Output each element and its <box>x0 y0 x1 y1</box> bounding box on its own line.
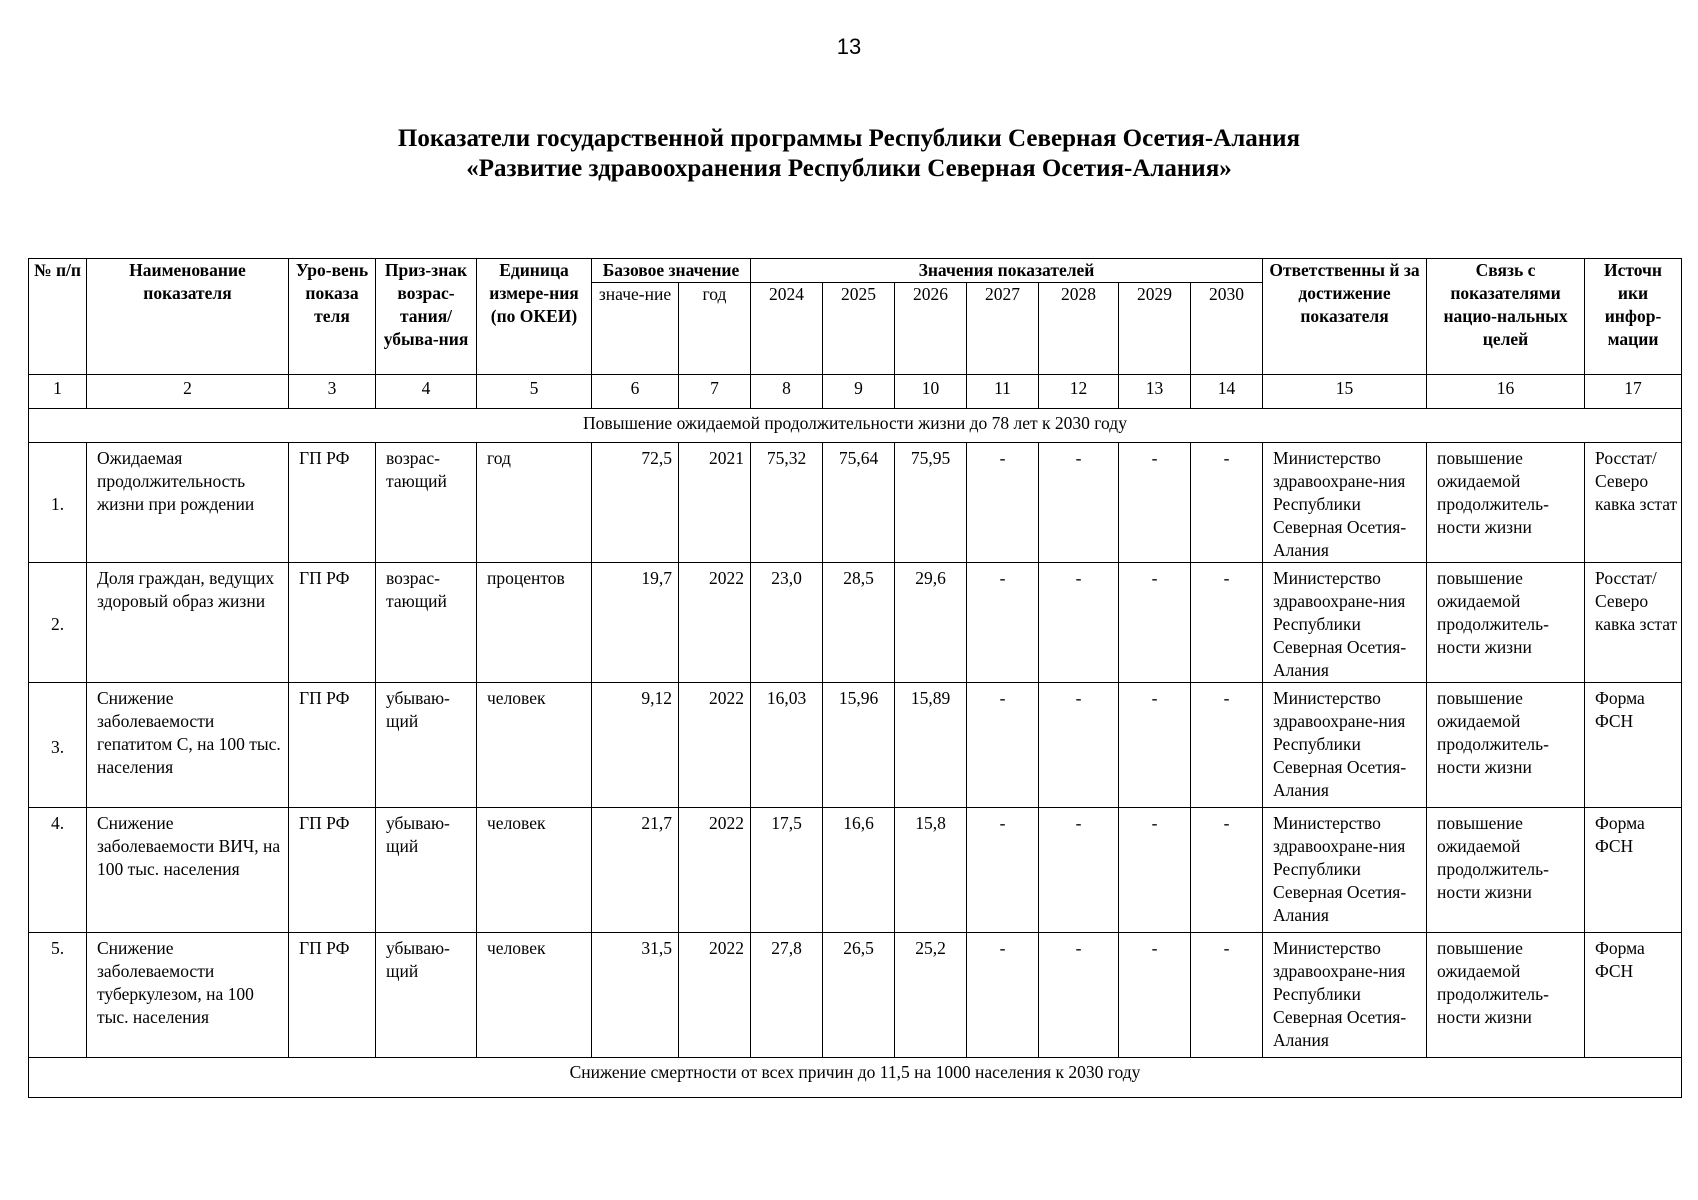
value-2024: 17,5 <box>751 808 823 933</box>
value-2026: 29,6 <box>895 563 967 683</box>
base-value: 21,7 <box>592 808 679 933</box>
header-year: 2026 <box>895 283 967 375</box>
indicator-unit: год <box>477 443 592 563</box>
header-year: 2030 <box>1191 283 1263 375</box>
indicator-name: Ожидаемая продолжительность жизни при рождении <box>87 443 289 563</box>
indicator-level: ГП РФ <box>289 443 376 563</box>
header-source: Источн ики инфор-мации <box>1585 259 1682 375</box>
header-year: 2028 <box>1039 283 1119 375</box>
base-year: 2022 <box>679 933 751 1058</box>
indicator-level: ГП РФ <box>289 933 376 1058</box>
header-row-1 <box>29 259 1682 283</box>
value-2025: 26,5 <box>823 933 895 1058</box>
responsible: Министерство здравоохране-ния Республики Северная Осетия-Алания <box>1263 563 1427 683</box>
row-number: 3. <box>29 683 87 808</box>
header-link: Связь с показателями нацио-нальных целей <box>1427 259 1585 375</box>
section-row-2 <box>29 1058 1682 1098</box>
column-number: 8 <box>751 375 823 409</box>
value-2027: - <box>967 563 1039 683</box>
base-year: 2022 <box>679 808 751 933</box>
base-year: 2022 <box>679 683 751 808</box>
value-2026: 25,2 <box>895 933 967 1058</box>
indicator-name: Снижение заболеваемости ВИЧ, на 100 тыс. населения <box>87 808 289 933</box>
value-2024: 16,03 <box>751 683 823 808</box>
base-year: 2022 <box>679 563 751 683</box>
indicator-sign: убываю-щий <box>376 683 477 808</box>
row-number: 1. <box>29 443 87 563</box>
indicator-level: ГП РФ <box>289 683 376 808</box>
header-level: Уро-вень показа теля <box>289 259 376 375</box>
column-number: 2 <box>87 375 289 409</box>
value-2026: 15,89 <box>895 683 967 808</box>
value-2030: - <box>1191 933 1263 1058</box>
column-number: 17 <box>1585 375 1682 409</box>
value-2028: - <box>1039 683 1119 808</box>
table-row <box>29 933 1682 1058</box>
data-source: Форма ФСН <box>1585 808 1682 933</box>
base-value: 31,5 <box>592 933 679 1058</box>
indicator-sign: возрас-тающий <box>376 563 477 683</box>
data-source: Форма ФСН <box>1585 933 1682 1058</box>
data-source: Росстат/ Северо кавка зстат <box>1585 563 1682 683</box>
national-goal-link: повышение ожидаемой продолжитель-ности жизни <box>1427 933 1585 1058</box>
indicator-name: Снижение заболеваемости туберкулезом, на 100 тыс. населения <box>87 933 289 1058</box>
responsible: Министерство здравоохране-ния Республики Северная Осетия-Алания <box>1263 443 1427 563</box>
value-2030: - <box>1191 808 1263 933</box>
column-number: 12 <box>1039 375 1119 409</box>
header-base: Базовое значение <box>592 259 751 283</box>
value-2029: - <box>1119 933 1191 1058</box>
value-2028: - <box>1039 563 1119 683</box>
data-source: Росстат/ Северо кавка зстат <box>1585 443 1682 563</box>
row-number: 2. <box>29 563 87 683</box>
value-2028: - <box>1039 443 1119 563</box>
indicator-level: ГП РФ <box>289 808 376 933</box>
column-number: 15 <box>1263 375 1427 409</box>
data-source: Форма ФСН <box>1585 683 1682 808</box>
base-year: 2021 <box>679 443 751 563</box>
base-value: 19,7 <box>592 563 679 683</box>
header-year: 2027 <box>967 283 1039 375</box>
value-2030: - <box>1191 443 1263 563</box>
value-2026: 75,95 <box>895 443 967 563</box>
base-value: 9,12 <box>592 683 679 808</box>
section-title: Повышение ожидаемой продолжительности жизни до 78 лет к 2030 году <box>29 409 1682 443</box>
document-title-line-1: Показатели государственной программы Республики Северная Осетия-Алания <box>397 125 1301 152</box>
column-number: 3 <box>289 375 376 409</box>
responsible: Министерство здравоохране-ния Республики Северная Осетия-Алания <box>1263 933 1427 1058</box>
section-title: Снижение смертности от всех причин до 11,5 на 1000 населения к 2030 году <box>29 1058 1682 1098</box>
column-number: 11 <box>967 375 1039 409</box>
header-sign: Приз-знак возрас-тания/ убыва-ния <box>376 259 477 375</box>
responsible: Министерство здравоохране-ния Республики Северная Осетия-Алания <box>1263 808 1427 933</box>
national-goal-link: повышение ожидаемой продолжитель-ности жизни <box>1427 443 1585 563</box>
value-2027: - <box>967 808 1039 933</box>
indicator-name: Доля граждан, ведущих здоровый образ жизни <box>87 563 289 683</box>
document-title <box>0 124 1698 184</box>
value-2024: 75,32 <box>751 443 823 563</box>
value-2030: - <box>1191 563 1263 683</box>
value-2029: - <box>1119 563 1191 683</box>
section-row-1 <box>29 409 1682 443</box>
value-2029: - <box>1119 808 1191 933</box>
indicator-unit: человек <box>477 933 592 1058</box>
table-row <box>29 683 1682 808</box>
table-row <box>29 808 1682 933</box>
column-number: 5 <box>477 375 592 409</box>
indicator-sign: убываю-щий <box>376 933 477 1058</box>
value-2025: 16,6 <box>823 808 895 933</box>
document-title-line-2: «Развитие здравоохранения Республики Северная Осетия-Алания» <box>466 155 1232 182</box>
header-unit: Единица измере-ния (по ОКЕИ) <box>477 259 592 375</box>
column-number: 16 <box>1427 375 1585 409</box>
indicator-unit: человек <box>477 808 592 933</box>
national-goal-link: повышение ожидаемой продолжитель-ности жизни <box>1427 808 1585 933</box>
indicators-table <box>28 258 1682 1098</box>
value-2027: - <box>967 443 1039 563</box>
indicator-name: Снижение заболеваемости гепатитом С, на 100 тыс. населения <box>87 683 289 808</box>
value-2024: 23,0 <box>751 563 823 683</box>
column-number: 4 <box>376 375 477 409</box>
column-number: 14 <box>1191 375 1263 409</box>
value-2028: - <box>1039 808 1119 933</box>
value-2025: 75,64 <box>823 443 895 563</box>
table-row <box>29 443 1682 563</box>
value-2024: 27,8 <box>751 933 823 1058</box>
column-numbers-row <box>29 375 1682 409</box>
page-number: 13 <box>836 34 862 59</box>
value-2029: - <box>1119 683 1191 808</box>
indicator-sign: возрас-тающий <box>376 443 477 563</box>
responsible: Министерство здравоохране-ния Республики Северная Осетия-Алания <box>1263 683 1427 808</box>
value-2026: 15,8 <box>895 808 967 933</box>
header-year: 2024 <box>751 283 823 375</box>
value-2025: 15,96 <box>823 683 895 808</box>
header-base-value: значе-ние <box>592 283 679 375</box>
row-number: 4. <box>29 808 87 933</box>
indicator-unit: человек <box>477 683 592 808</box>
header-name: Наименование показателя <box>87 259 289 375</box>
value-2029: - <box>1119 443 1191 563</box>
value-2028: - <box>1039 933 1119 1058</box>
value-2030: - <box>1191 683 1263 808</box>
row-number: 5. <box>29 933 87 1058</box>
value-2027: - <box>967 933 1039 1058</box>
column-number: 6 <box>592 375 679 409</box>
indicator-unit: процентов <box>477 563 592 683</box>
column-number: 10 <box>895 375 967 409</box>
column-number: 9 <box>823 375 895 409</box>
header-year: 2029 <box>1119 283 1191 375</box>
national-goal-link: повышение ожидаемой продолжитель-ности жизни <box>1427 563 1585 683</box>
header-base-year: год <box>679 283 751 375</box>
value-2027: - <box>967 683 1039 808</box>
national-goal-link: повышение ожидаемой продолжитель-ности жизни <box>1427 683 1585 808</box>
header-values: Значения показателей <box>751 259 1263 283</box>
value-2025: 28,5 <box>823 563 895 683</box>
base-value: 72,5 <box>592 443 679 563</box>
table-row <box>29 563 1682 683</box>
indicator-level: ГП РФ <box>289 563 376 683</box>
header-responsible: Ответственны й за достижение показателя <box>1263 259 1427 375</box>
column-number: 13 <box>1119 375 1191 409</box>
column-number: 7 <box>679 375 751 409</box>
header-year: 2025 <box>823 283 895 375</box>
indicator-sign: убываю-щий <box>376 808 477 933</box>
column-number: 1 <box>29 375 87 409</box>
header-num: № п/п <box>29 259 87 375</box>
